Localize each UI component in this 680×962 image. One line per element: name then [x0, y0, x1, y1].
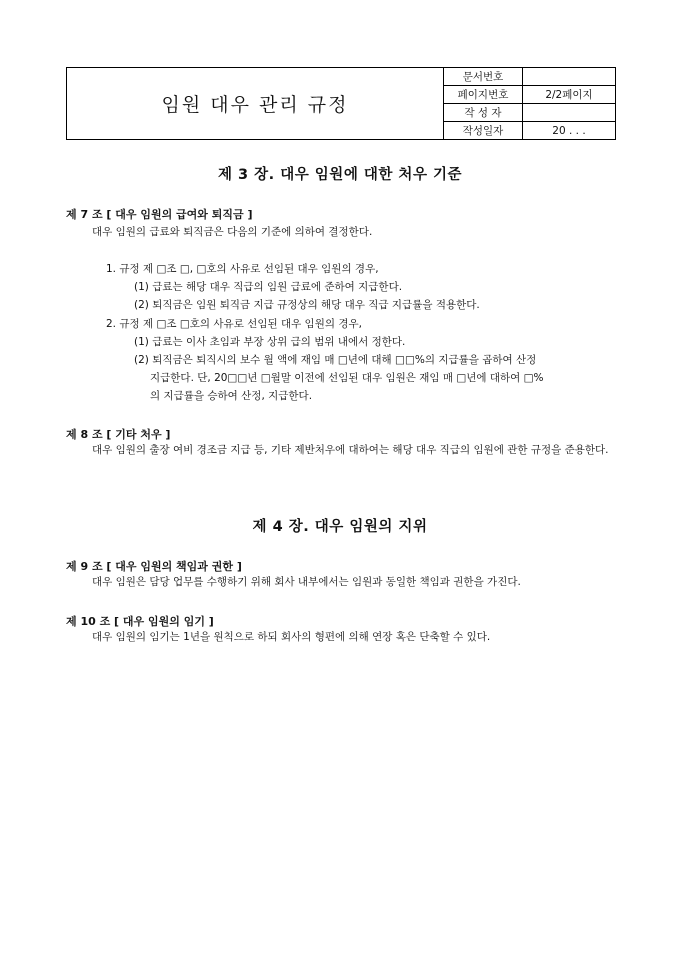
article-7-title: 제 7 조 [ 대우 임원의 급여와 퇴직금 ] — [66, 208, 253, 221]
article-9-body: 대우 임원은 담당 업무를 수행하기 위해 회사 내부에서는 임원과 동일한 책임과 권한을 가진다. — [92, 576, 521, 588]
article-8-title: 제 8 조 [ 기타 처우 ] — [66, 428, 171, 441]
article-7-intro: 대우 임원의 급료와 퇴직금은 다음의 기준에 의하여 결정한다. — [92, 226, 373, 238]
document-title: 임원 대우 관리 규정 — [67, 68, 444, 139]
meta-value — [523, 104, 615, 121]
chapter-3-heading: 제 3 장. 대우 임원에 대한 처우 기준 — [217, 167, 463, 183]
article-10-body: 대우 임원의 임기는 1년을 원칙으로 하되 회사의 형편에 의해 연장 혹은 단축할 수 있다. — [92, 631, 491, 643]
article-7-item-2-2-line-1: (2) 퇴직금은 퇴직시의 보수 월 액에 재임 매 □년에 대해 □□%의 지급률을 곱하여 산정 — [134, 354, 537, 366]
meta-label: 작 성 자 — [444, 104, 523, 121]
document-meta-table — [444, 68, 615, 139]
meta-value — [523, 68, 615, 85]
meta-label: 페이지번호 — [444, 86, 523, 103]
meta-row-author — [444, 104, 615, 122]
article-7-item-2-2-line-2: 지급한다. 단, 20□□년 □월말 이전에 선임된 대우 임원은 재임 매 □년에 대하여 □% — [150, 372, 544, 384]
article-10-title: 제 10 조 [ 대우 임원의 임기 ] — [66, 615, 214, 628]
chapter-4-heading: 제 4 장. 대우 임원의 지위 — [252, 519, 428, 535]
meta-row-date — [444, 122, 615, 139]
meta-value: 2/2페이지 — [545, 89, 593, 101]
document-header — [66, 67, 616, 140]
article-7-item-2-2-line-3: 의 지급률을 승하여 산정, 지급한다. — [150, 390, 313, 402]
article-9-title: 제 9 조 [ 대우 임원의 책임과 권한 ] — [66, 560, 242, 573]
meta-label: 문서번호 — [444, 68, 523, 85]
article-7-item-1-2: (2) 퇴직금은 임원 퇴직금 지급 규정상의 해당 대우 직급 지급률을 적용한다. — [134, 299, 480, 311]
meta-row-page-number — [444, 86, 615, 104]
article-7-item-1: 1. 규정 제 □조 □, □호의 사유로 선임된 대우 임원의 경우, — [106, 263, 379, 275]
meta-value: 20 . . . — [552, 124, 586, 137]
article-7-item-1-1: (1) 급료는 해당 대우 직급의 임원 급료에 준하여 지급한다. — [134, 281, 403, 293]
article-8-body: 대우 임원의 출장 여비 경조금 지급 등, 기타 제반처우에 대하여는 해당 대우 직급의 임원에 관한 규정을 준용한다. — [92, 444, 609, 456]
meta-label: 작성일자 — [444, 122, 523, 139]
meta-row-doc-number — [444, 68, 615, 86]
article-7-item-2-1: (1) 급료는 이사 초임과 부장 상위 급의 범위 내에서 정한다. — [134, 336, 406, 348]
article-7-item-2: 2. 규정 제 □조 □호의 사유로 선임된 대우 임원의 경우, — [106, 318, 362, 330]
